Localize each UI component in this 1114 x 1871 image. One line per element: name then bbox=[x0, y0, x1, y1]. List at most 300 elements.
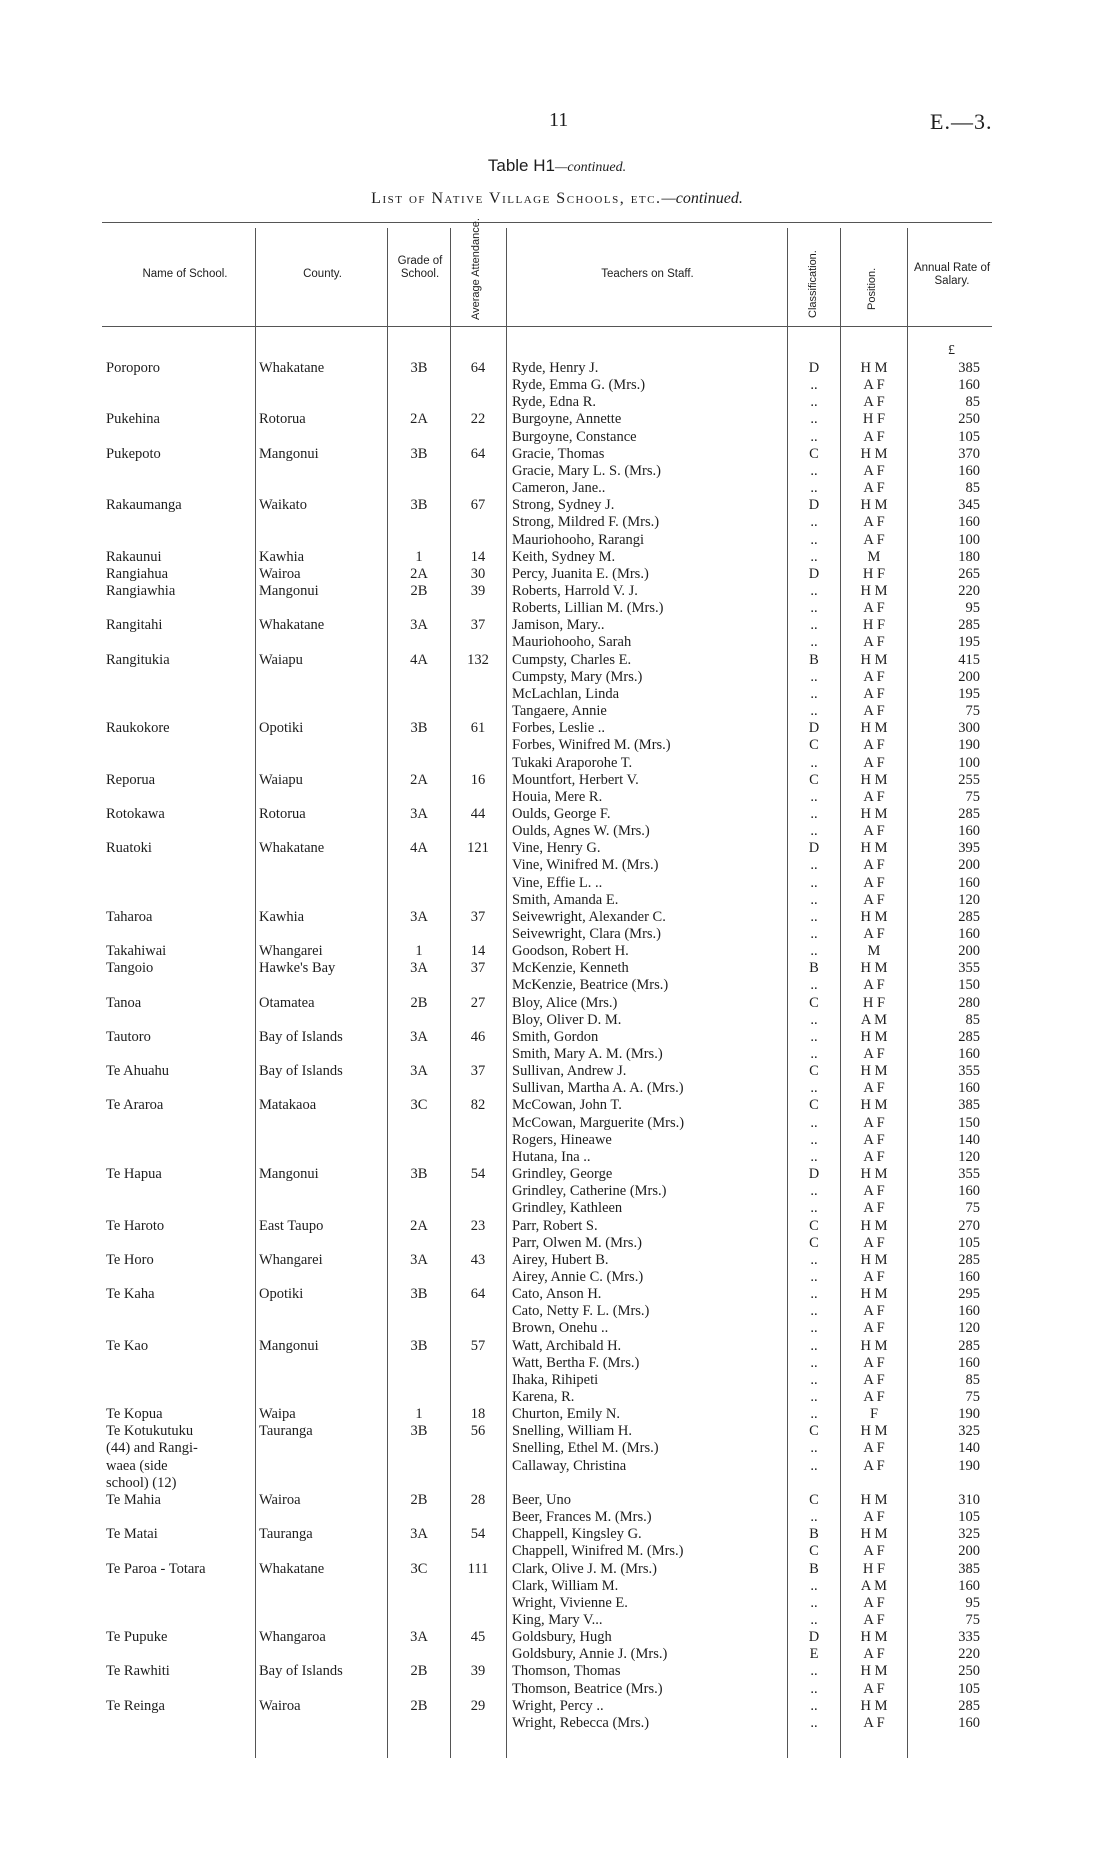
cell-teacher-name: McCowan, John T. bbox=[512, 1097, 622, 1114]
cell-grade: 3A bbox=[410, 1629, 428, 1646]
cell-position: H M bbox=[860, 445, 888, 462]
cell-classification: .. bbox=[810, 874, 818, 891]
cell-county: East Taupo bbox=[259, 1217, 324, 1234]
cell-classification: D bbox=[808, 1166, 820, 1182]
table-row bbox=[0, 1149, 1114, 1166]
cell-county: Wairoa bbox=[259, 1697, 301, 1714]
cell-salary: 385 bbox=[958, 1097, 980, 1114]
cell-classification: .. bbox=[810, 1457, 818, 1474]
cell-position: A M bbox=[860, 1011, 888, 1028]
table-row bbox=[0, 634, 1114, 651]
cell-teacher-name: Ryde, Henry J. bbox=[512, 360, 599, 376]
cell-county: Mangonui bbox=[259, 445, 319, 462]
cell-classification: C bbox=[809, 1234, 819, 1251]
cell-school-name: Rangiawhia bbox=[106, 583, 176, 599]
cell-teacher-name: Sullivan, Martha A. A. (Mrs.) bbox=[512, 1080, 684, 1097]
cell-classification: C bbox=[809, 1543, 819, 1560]
cell-position: A F bbox=[863, 1680, 885, 1697]
table-row bbox=[0, 497, 1114, 514]
cell-teacher-name: Mauriohooho, Rarangi bbox=[512, 531, 645, 548]
cell-county: Tauranga bbox=[259, 1526, 313, 1543]
cell-position: A F bbox=[863, 823, 885, 839]
cell-county: Waikato bbox=[259, 497, 307, 514]
cell-county: Mangonui bbox=[259, 1166, 319, 1182]
header-county: County. bbox=[303, 268, 342, 280]
cell-classification: B bbox=[809, 1560, 819, 1577]
table-row bbox=[0, 755, 1114, 772]
cell-attendance: 56 bbox=[470, 1423, 486, 1440]
cell-salary: 325 bbox=[958, 1423, 980, 1440]
table-row bbox=[0, 1269, 1114, 1286]
cell-position: A F bbox=[863, 1046, 885, 1062]
cell-grade: 3A bbox=[410, 960, 428, 977]
cell-grade: 3B bbox=[410, 445, 428, 462]
cell-classification: .. bbox=[810, 428, 818, 445]
cell-attendance: 132 bbox=[467, 651, 489, 668]
cell-classification: .. bbox=[810, 1251, 818, 1268]
cell-teacher-name: Roberts, Harrold V. J. bbox=[512, 583, 638, 599]
cell-classification: D bbox=[808, 565, 820, 582]
cell-teacher-name: Smith, Amanda E. bbox=[512, 891, 619, 908]
table-row bbox=[0, 1681, 1114, 1698]
cell-county: Whangarei bbox=[259, 1251, 323, 1268]
cell-classification: .. bbox=[810, 977, 818, 994]
cell-classification: .. bbox=[810, 600, 818, 617]
cell-teacher-name: Burgoyne, Annette bbox=[512, 411, 622, 428]
header-bottom-rule bbox=[102, 326, 992, 327]
cell-attendance: 37 bbox=[470, 960, 486, 977]
cell-grade: 3B bbox=[410, 360, 428, 376]
table-row bbox=[0, 686, 1114, 703]
cell-classification: E bbox=[809, 1646, 819, 1663]
cell-position: A F bbox=[863, 1183, 885, 1200]
cell-salary: 355 bbox=[958, 960, 980, 977]
cell-position: H M bbox=[860, 1251, 888, 1268]
cell-salary: 160 bbox=[958, 462, 980, 479]
cell-school-name: Te Pupuke bbox=[106, 1629, 168, 1646]
table-row bbox=[0, 806, 1114, 823]
cell-county: Bay of Islands bbox=[259, 1028, 343, 1045]
cell-teacher-name: Beer, Frances M. (Mrs.) bbox=[512, 1509, 652, 1525]
cell-position: A F bbox=[863, 531, 885, 548]
cell-grade: 3B bbox=[410, 1286, 428, 1303]
cell-teacher-name: King, Mary V... bbox=[512, 1611, 603, 1628]
cell-salary: 75 bbox=[965, 703, 980, 719]
table-row bbox=[0, 446, 1114, 463]
table-row bbox=[0, 1509, 1114, 1526]
cell-grade: 3A bbox=[410, 805, 428, 822]
cell-attendance: 28 bbox=[470, 1491, 486, 1508]
cell-position: A F bbox=[863, 977, 885, 994]
table-row bbox=[0, 909, 1114, 926]
cell-position: H M bbox=[860, 960, 888, 977]
cell-position: A F bbox=[863, 1611, 885, 1628]
cell-grade: 1 bbox=[415, 943, 423, 960]
cell-classification: .. bbox=[810, 1697, 818, 1714]
cell-county: Mangonui bbox=[259, 1337, 319, 1354]
cell-salary: 385 bbox=[958, 1560, 980, 1577]
cell-position: A F bbox=[863, 668, 885, 685]
cell-position: A F bbox=[863, 685, 885, 702]
table-row bbox=[0, 1526, 1114, 1543]
cell-county: Whangaroa bbox=[259, 1629, 326, 1646]
cell-classification: .. bbox=[810, 411, 818, 428]
cell-grade: 3A bbox=[410, 1063, 428, 1080]
header-name: Name of School. bbox=[142, 268, 228, 280]
cell-school-name: Te Ahuahu bbox=[106, 1063, 170, 1080]
cell-school-name: Te Kaha bbox=[106, 1286, 155, 1303]
cell-position: A F bbox=[863, 600, 885, 617]
cell-position: H M bbox=[860, 1337, 888, 1354]
table-row bbox=[0, 566, 1114, 583]
cell-position: A F bbox=[863, 1114, 885, 1131]
table-row bbox=[0, 1200, 1114, 1217]
cell-position: H M bbox=[860, 1028, 888, 1045]
cell-teacher-name: Airey, Hubert B. bbox=[512, 1251, 609, 1268]
cell-position: H M bbox=[860, 1063, 888, 1080]
table-row bbox=[0, 1698, 1114, 1715]
cell-school-name: Tautoro bbox=[106, 1028, 151, 1045]
cell-position: A F bbox=[863, 1131, 885, 1148]
header-grade: Grade of School. bbox=[397, 255, 443, 280]
cell-salary: 255 bbox=[958, 771, 980, 788]
cell-grade: 2B bbox=[410, 1697, 428, 1714]
cell-county: Whakatane bbox=[259, 360, 325, 376]
cell-position: A F bbox=[863, 1320, 885, 1337]
cell-salary: 265 bbox=[958, 565, 980, 582]
cell-position: H M bbox=[860, 1663, 888, 1680]
cell-school-name: Te Paroa - Totara bbox=[106, 1560, 206, 1577]
cell-classification: .. bbox=[810, 1714, 818, 1731]
cell-salary: 250 bbox=[958, 1663, 980, 1680]
table-row bbox=[0, 1252, 1114, 1269]
cell-classification: .. bbox=[810, 1509, 818, 1525]
cell-attendance: 82 bbox=[470, 1097, 486, 1114]
table-row bbox=[0, 943, 1114, 960]
cell-teacher-name: Grindley, George bbox=[512, 1166, 613, 1182]
cell-salary: 100 bbox=[958, 531, 980, 548]
cell-county: Otamatea bbox=[259, 994, 315, 1011]
cell-school-name: Te Horo bbox=[106, 1251, 154, 1268]
cell-school-name: Taharoa bbox=[106, 908, 153, 925]
cell-school-name: Tangoio bbox=[106, 960, 154, 977]
cell-position: H M bbox=[860, 1629, 888, 1646]
cell-school-name: waea (side bbox=[106, 1457, 168, 1474]
table-row bbox=[0, 360, 1114, 377]
cell-position: A F bbox=[863, 394, 885, 411]
cell-salary: 160 bbox=[958, 1183, 980, 1200]
cell-position: A F bbox=[863, 874, 885, 891]
cell-school-name: Tanoa bbox=[106, 994, 142, 1011]
cell-grade: 3A bbox=[410, 1526, 428, 1543]
table-row bbox=[0, 1475, 1114, 1492]
cell-teacher-name: Bloy, Oliver D. M. bbox=[512, 1011, 622, 1028]
cell-teacher-name: Ryde, Edna R. bbox=[512, 394, 596, 411]
cell-teacher-name: Smith, Mary A. M. (Mrs.) bbox=[512, 1046, 663, 1062]
cell-position: A F bbox=[863, 1371, 885, 1388]
cell-school-name: Rangiahua bbox=[106, 565, 169, 582]
cell-grade: 3A bbox=[410, 908, 428, 925]
cell-classification: C bbox=[809, 1491, 819, 1508]
cell-salary: 195 bbox=[958, 634, 980, 651]
cell-classification: .. bbox=[810, 1028, 818, 1045]
table-row bbox=[0, 429, 1114, 446]
cell-salary: 220 bbox=[958, 1646, 980, 1663]
cell-position: A F bbox=[863, 377, 885, 394]
cell-position: A F bbox=[863, 788, 885, 805]
cell-classification: .. bbox=[810, 480, 818, 496]
cell-teacher-name: Karena, R. bbox=[512, 1389, 575, 1405]
table-row bbox=[0, 1578, 1114, 1595]
cell-classification: B bbox=[809, 1526, 819, 1543]
cell-salary: 100 bbox=[958, 754, 980, 771]
cell-school-name: (44) and Rangi- bbox=[106, 1440, 198, 1457]
cell-teacher-name: Tangaere, Annie bbox=[512, 703, 607, 719]
cell-teacher-name: Grindley, Catherine (Mrs.) bbox=[512, 1183, 667, 1200]
cell-school-name: Pukepoto bbox=[106, 445, 161, 462]
cell-classification: .. bbox=[810, 1354, 818, 1371]
cell-grade: 2A bbox=[410, 565, 428, 582]
cell-position: A F bbox=[863, 1440, 885, 1457]
cell-teacher-name: Brown, Onehu .. bbox=[512, 1320, 609, 1337]
header-teachers: Teachers on Staff. bbox=[601, 268, 694, 280]
cell-attendance: 46 bbox=[470, 1028, 486, 1045]
cell-position: A F bbox=[863, 1354, 885, 1371]
cell-classification: C bbox=[809, 994, 819, 1011]
cell-salary: 295 bbox=[958, 1286, 980, 1303]
cell-salary: 190 bbox=[958, 1457, 980, 1474]
cell-classification: .. bbox=[810, 1680, 818, 1697]
cell-position: A F bbox=[863, 1234, 885, 1251]
cell-teacher-name: Strong, Sydney J. bbox=[512, 497, 615, 514]
cell-classification: B bbox=[809, 960, 819, 977]
cell-county: Opotiki bbox=[259, 720, 304, 737]
cell-position: H M bbox=[860, 1526, 888, 1543]
cell-salary: 160 bbox=[958, 823, 980, 839]
cell-attendance: 30 bbox=[470, 565, 486, 582]
cell-classification: .. bbox=[810, 1268, 818, 1285]
cell-position: A F bbox=[863, 1509, 885, 1525]
cell-classification: .. bbox=[810, 908, 818, 925]
cell-salary: 160 bbox=[958, 874, 980, 891]
cell-classification: D bbox=[808, 1629, 820, 1646]
table-row bbox=[0, 411, 1114, 428]
cell-attendance: 37 bbox=[470, 617, 486, 634]
cell-salary: 250 bbox=[958, 411, 980, 428]
table-row bbox=[0, 995, 1114, 1012]
cell-county: Kawhia bbox=[259, 548, 305, 565]
cell-attendance: 37 bbox=[470, 908, 486, 925]
cell-position: H M bbox=[860, 1097, 888, 1114]
cell-county: Waiapu bbox=[259, 771, 303, 788]
cell-teacher-name: Clark, William M. bbox=[512, 1577, 619, 1594]
cell-grade: 2B bbox=[410, 994, 428, 1011]
cell-salary: 160 bbox=[958, 1268, 980, 1285]
cell-attendance: 57 bbox=[470, 1337, 486, 1354]
table-row bbox=[0, 583, 1114, 600]
cell-salary: 160 bbox=[958, 514, 980, 531]
cell-grade: 3C bbox=[410, 1560, 428, 1577]
cell-teacher-name: Oulds, Agnes W. (Mrs.) bbox=[512, 823, 650, 839]
table-row bbox=[0, 377, 1114, 394]
cell-salary: 150 bbox=[958, 977, 980, 994]
cell-classification: B bbox=[809, 651, 819, 668]
cell-classification: .. bbox=[810, 1389, 818, 1405]
cell-classification: C bbox=[809, 1423, 819, 1440]
cell-grade: 2A bbox=[410, 771, 428, 788]
cell-teacher-name: Seivewright, Alexander C. bbox=[512, 908, 666, 925]
table-row bbox=[0, 480, 1114, 497]
cell-grade: 2A bbox=[410, 411, 428, 428]
cell-salary: 280 bbox=[958, 994, 980, 1011]
cell-position: A F bbox=[863, 1543, 885, 1560]
cell-salary: 285 bbox=[958, 1697, 980, 1714]
cell-teacher-name: Gracie, Mary L. S. (Mrs.) bbox=[512, 462, 661, 479]
cell-salary: 190 bbox=[958, 737, 980, 754]
cell-teacher-name: Thomson, Thomas bbox=[512, 1663, 621, 1680]
cell-classification: .. bbox=[810, 583, 818, 599]
cell-salary: 385 bbox=[958, 360, 980, 376]
cell-school-name: Rakaunui bbox=[106, 548, 162, 565]
cell-salary: 285 bbox=[958, 1337, 980, 1354]
header-salary: Annual Rate of Salary. bbox=[913, 262, 991, 287]
table-row bbox=[0, 1063, 1114, 1080]
cell-teacher-name: Watt, Bertha F. (Mrs.) bbox=[512, 1354, 640, 1371]
cell-attendance: 39 bbox=[470, 583, 486, 599]
cell-position: A F bbox=[863, 1080, 885, 1097]
table-row bbox=[0, 514, 1114, 531]
cell-classification: .. bbox=[810, 1611, 818, 1628]
cell-position: H M bbox=[860, 1491, 888, 1508]
cell-county: Opotiki bbox=[259, 1286, 304, 1303]
cell-position: A F bbox=[863, 1200, 885, 1217]
cell-salary: 105 bbox=[958, 428, 980, 445]
cell-teacher-name: Cameron, Jane.. bbox=[512, 480, 606, 496]
cell-attendance: 45 bbox=[470, 1629, 486, 1646]
cell-classification: .. bbox=[810, 377, 818, 394]
cell-salary: 160 bbox=[958, 1354, 980, 1371]
cell-salary: 160 bbox=[958, 1577, 980, 1594]
cell-classification: .. bbox=[810, 1148, 818, 1165]
cell-salary: 200 bbox=[958, 943, 980, 960]
cell-position: A F bbox=[863, 925, 885, 942]
cell-attendance: 23 bbox=[470, 1217, 486, 1234]
table-row bbox=[0, 1423, 1114, 1440]
cell-teacher-name: Snelling, Ethel M. (Mrs.) bbox=[512, 1440, 659, 1457]
table-row bbox=[0, 720, 1114, 737]
cell-school-name: Rakaumanga bbox=[106, 497, 182, 514]
table-row bbox=[0, 617, 1114, 634]
table-row bbox=[0, 1646, 1114, 1663]
table-row bbox=[0, 1286, 1114, 1303]
cell-salary: 160 bbox=[958, 1046, 980, 1062]
cell-classification: .. bbox=[810, 703, 818, 719]
table-row bbox=[0, 1561, 1114, 1578]
table-row bbox=[0, 1406, 1114, 1423]
cell-teacher-name: Sullivan, Andrew J. bbox=[512, 1063, 627, 1080]
cell-position: H F bbox=[862, 411, 886, 428]
cell-county: Wairoa bbox=[259, 565, 301, 582]
cell-county: Whakatane bbox=[259, 1560, 325, 1577]
cell-position: H M bbox=[860, 805, 888, 822]
cell-county: Matakaoa bbox=[259, 1097, 317, 1114]
cell-salary: 200 bbox=[958, 857, 980, 874]
cell-position: H M bbox=[860, 1423, 888, 1440]
cell-teacher-name: Roberts, Lillian M. (Mrs.) bbox=[512, 600, 664, 617]
cell-teacher-name: Forbes, Leslie .. bbox=[512, 720, 606, 737]
cell-classification: .. bbox=[810, 1594, 818, 1611]
cell-attendance: 64 bbox=[470, 360, 486, 376]
cell-position: H M bbox=[860, 583, 888, 599]
cell-teacher-name: Mauriohooho, Sarah bbox=[512, 634, 632, 651]
cell-teacher-name: Chappell, Winifred M. (Mrs.) bbox=[512, 1543, 684, 1560]
cell-attendance: 39 bbox=[470, 1663, 486, 1680]
table-row bbox=[0, 532, 1114, 549]
cell-classification: .. bbox=[810, 805, 818, 822]
cell-position: H M bbox=[860, 1217, 888, 1234]
cell-classification: .. bbox=[810, 754, 818, 771]
table-row bbox=[0, 892, 1114, 909]
table-row bbox=[0, 600, 1114, 617]
cell-salary: 160 bbox=[958, 1080, 980, 1097]
table-row bbox=[0, 703, 1114, 720]
cell-grade: 4A bbox=[410, 651, 428, 668]
cell-salary: 160 bbox=[958, 1714, 980, 1731]
cell-position: A F bbox=[863, 1389, 885, 1405]
cell-position: A F bbox=[863, 428, 885, 445]
table-row bbox=[0, 926, 1114, 943]
cell-teacher-name: Bloy, Alice (Mrs.) bbox=[512, 994, 618, 1011]
cell-salary: 285 bbox=[958, 1251, 980, 1268]
cell-attendance: 43 bbox=[470, 1251, 486, 1268]
table-row bbox=[0, 1458, 1114, 1475]
cell-position: M bbox=[867, 943, 881, 960]
table-row bbox=[0, 737, 1114, 754]
table-row bbox=[0, 1080, 1114, 1097]
cell-attendance: 22 bbox=[470, 411, 486, 428]
cell-salary: 160 bbox=[958, 377, 980, 394]
cell-attendance: 29 bbox=[470, 1697, 486, 1714]
cell-teacher-name: Wright, Rebecca (Mrs.) bbox=[512, 1714, 650, 1731]
cell-classification: C bbox=[809, 445, 819, 462]
cell-attendance: 27 bbox=[470, 994, 486, 1011]
cell-position: A M bbox=[860, 1577, 888, 1594]
table-row bbox=[0, 1715, 1114, 1732]
cell-county: Whakatane bbox=[259, 617, 325, 634]
table-row bbox=[0, 1115, 1114, 1132]
cell-attendance: 37 bbox=[470, 1063, 486, 1080]
cell-teacher-name: Wright, Vivienne E. bbox=[512, 1594, 628, 1611]
cell-salary: 120 bbox=[958, 1320, 980, 1337]
cell-school-name: Te Araroa bbox=[106, 1097, 164, 1114]
cell-classification: .. bbox=[810, 1114, 818, 1131]
cell-salary: 85 bbox=[965, 1371, 980, 1388]
table-row bbox=[0, 857, 1114, 874]
table-row bbox=[0, 960, 1114, 977]
cell-county: Waiapu bbox=[259, 651, 303, 668]
cell-position: A F bbox=[863, 1646, 885, 1663]
cell-position: H M bbox=[860, 771, 888, 788]
cell-grade: 4A bbox=[410, 840, 428, 857]
cell-position: H M bbox=[860, 720, 888, 737]
table-row bbox=[0, 772, 1114, 789]
cell-grade: 1 bbox=[415, 548, 423, 565]
cell-county: Bay of Islands bbox=[259, 1663, 343, 1680]
cell-classification: .. bbox=[810, 943, 818, 960]
cell-classification: .. bbox=[810, 514, 818, 531]
cell-teacher-name: Goldsbury, Hugh bbox=[512, 1629, 612, 1646]
table-row bbox=[0, 1046, 1114, 1063]
